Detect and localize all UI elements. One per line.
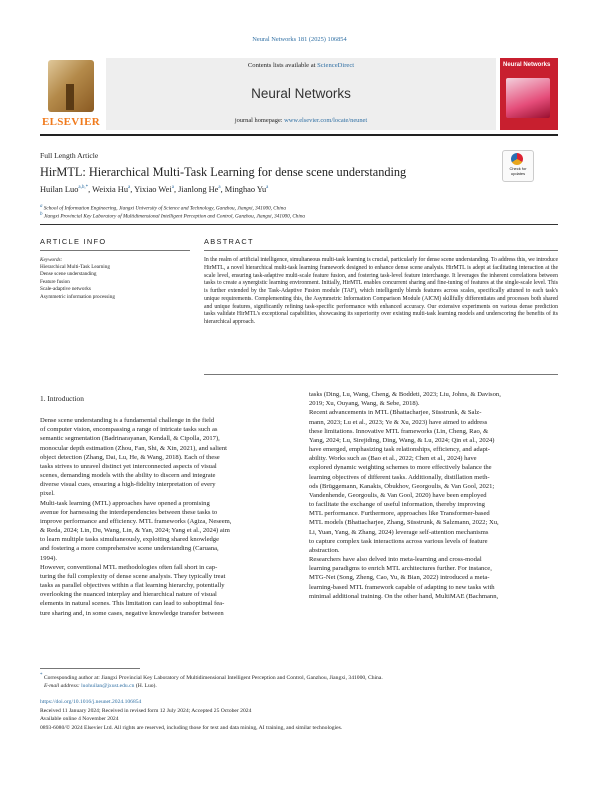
affiliation-mark: a xyxy=(40,204,43,209)
body-text-line: diverse visual cues, ensuring a high-fidelity interpretation of every xyxy=(40,481,216,489)
body-text-line: Yang, 2024; Lu, Sirejiding, Ding, Wang, & Lu, 2024; Qin et al., 2024) xyxy=(309,436,495,444)
author-affiliation-mark[interactable]: a xyxy=(266,185,269,191)
body-text-line: Dense scene understanding is a fundamental challenge in the field xyxy=(40,417,215,424)
body-text-line: learning objectives of different tasks. Additionally, distillation meth- xyxy=(309,473,490,481)
contents-prefix: Contents lists available at xyxy=(247,62,318,69)
email-label: E-mail address: xyxy=(44,683,80,690)
section-heading-introduction: 1. Introduction xyxy=(40,394,84,403)
email-link[interactable]: luohuilan@jxust.edu.cn xyxy=(81,683,135,690)
author-name[interactable]: Weixia Hu xyxy=(92,185,129,194)
body-text-line: learning paradigms to enrich MTL architectures further. For instance, xyxy=(309,565,492,573)
body-text-line: avenue for harnessing the interdependencies between these tasks to xyxy=(40,508,218,516)
body-column-left xyxy=(40,416,291,618)
affiliation-text: School of Information Engineering, Jiangxi University of Science and Technology, Ganzhou, Jiangxi, 341000, China xyxy=(43,205,286,212)
body-text-line: of computer vision, encompassing a range of intricate tasks such as xyxy=(40,426,218,434)
keyword[interactable]: Asymmetric information processing xyxy=(40,293,115,300)
copyright-line: 0893-6080/© 2024 Elsevier Ltd. All rights are reserved, including those for text and data mining, AI training, and similar technologies. xyxy=(40,724,343,731)
body-text-line: explored dynamic weighting schemes to more effectively balance the xyxy=(309,464,492,472)
footnote-rule xyxy=(40,668,140,669)
author-affiliation-mark[interactable]: a xyxy=(128,185,131,191)
body-text-line: 1994). xyxy=(40,554,58,562)
author-affiliation-mark[interactable]: a,b,* xyxy=(78,185,89,191)
footnote-mark: * xyxy=(40,673,43,678)
author-affiliation-mark[interactable]: a xyxy=(218,185,221,191)
author-list xyxy=(40,185,500,194)
body-text-line: mann, 2023; Lu et al., 2023; Ye & Xu, 2023) have aimed to address xyxy=(309,418,488,426)
abstract-rule xyxy=(204,250,558,251)
author-separator: , xyxy=(220,185,225,194)
author-separator: , xyxy=(130,185,135,194)
body-text-line: monocular depth estimation (Zhou, Fan, Shi, & Xin, 2021), and salient xyxy=(40,444,227,452)
keyword[interactable]: Dense scene understanding xyxy=(40,271,97,278)
body-text-line: MTL performance. Furthermore, approaches like Transformer-based xyxy=(309,510,490,518)
body-text-line: to facilitate the exchange of useful information, thereby improving xyxy=(309,501,485,509)
affiliation xyxy=(40,204,540,212)
body-text-line: semantic segmentation (Badrinarayanan, Kendall, & Cipolla, 2017), xyxy=(40,435,220,443)
crossmark-icon xyxy=(511,153,523,165)
keywords-list xyxy=(40,264,115,301)
body-text-line: 2019; Xu, Ouyang, Wang, & Sebe, 2018). xyxy=(309,400,420,408)
body-text-line: scenes, demanding models with the ability to discern and integrate xyxy=(40,472,216,480)
body-text-line: Vandenhende, Georgoulis, & Van Gool, 2020) have been employed xyxy=(309,491,487,499)
body-text-line: to learn multiple tasks simultaneously, exploiting shared knowledge xyxy=(40,536,220,544)
journal-reference[interactable]: Neural Networks 181 (2025) 106854 xyxy=(252,36,347,43)
keyword[interactable]: Scale-adaptive networks xyxy=(40,286,91,293)
received-dates: Received 11 January 2024; Received in revised form 12 July 2024; Accepted 25 October 2024 xyxy=(40,707,252,714)
title-block-rule xyxy=(40,224,558,225)
author-separator: , xyxy=(173,185,179,194)
sciencedirect-link[interactable]: ScienceDirect xyxy=(317,62,355,69)
article-info-rule xyxy=(40,250,190,251)
email-suffix: (H. Luo). xyxy=(135,683,157,690)
body-text-line: turing the full complexity of dense scene analysis. They typically treat xyxy=(40,572,226,580)
body-text-line: ture sharing and, in some cases, negative knowledge transfer between xyxy=(40,609,224,617)
body-text-line: and fostering a more comprehensive scene understanding (Caruana, xyxy=(40,545,219,553)
abstract-heading: ABSTRACT xyxy=(204,237,254,246)
body-text-line: these limitations. Innovative MTL frameworks (Lin, Cheng, Rao, & xyxy=(309,427,489,435)
contents-line xyxy=(106,62,496,69)
body-text-line: Multi-task learning (MTL) approaches have opened a promising xyxy=(40,499,210,507)
body-text-line: have emerged, emphasizing task relationships, efficiency, and adapt- xyxy=(309,446,490,454)
author-name[interactable]: Yixiao Wei xyxy=(134,185,172,194)
body-text-line: overlooking the nuanced interplay and hierarchical nature of visual xyxy=(40,591,217,599)
cover-title: Neural Networks xyxy=(503,62,551,68)
abstract-text: In the realm of artificial intelligence, simultaneous multi-task learning is crucial, particularly for dense scene understanding. To address this, we introduce HirMTL, a novel hierarchical multi-task learning framework designed to enhance dense scene analysis. HirMTL is adept at facilitating interaction at the scale level, ensuring task-adaptive multi-scale feature fusion, and fostering task-level feature interchange. It leverages the inherent correlations between tasks to create a synergistic learning environment. Initially, HirMTL enables concurrent sharing and fine-tuning of features at the single-scale level. This is further extended by the Task-Adaptive Fusion module (TAF), which intelligently blends features across scales, specifically attuned to each task's unique requirements. Complementing this, the Asymmetric Information Comparison Module (AICM) skillfully differentiates and processes both shared and unique features, significantly refining task-specific performance with enhanced accuracy. Our extensive experiments on various dense prediction tasks validate HirMTL's exceptional capabilities, showcasing its superiority over existing multi-task learning models and underscoring the benefits of its hierarchical approach. xyxy=(204,257,558,325)
body-text-line: object detection (Zhang, Dai, Lu, He, & Wang, 2018). Each of these xyxy=(40,453,220,461)
body-text-line: elements in natural scenes. This limitation can lead to suboptimal fea- xyxy=(40,600,225,608)
body-text-line: tasks as parallel objectives within a flat learning hierarchy, potentially xyxy=(40,582,225,590)
body-text-line: MTL models (Bhattacharjee, Zhang, Süsstrunk, & Salzmann, 2022; Xu, xyxy=(309,519,499,527)
affiliation-mark: b xyxy=(40,212,43,217)
homepage-prefix: journal homepage: xyxy=(234,117,285,124)
tree-trunk-decoration xyxy=(66,84,74,110)
journal-title: Neural Networks xyxy=(251,86,351,101)
footnote-text: Corresponding author at: Jiangxi Provincial Key Laboratory of Multidimensional Intelligent Perception and Control, Ganzhou, Jiangxi, 341000, China. xyxy=(43,674,383,681)
body-text-line: ability. Works such as (Bao et al., 2022; Chen et al., 2024) have xyxy=(309,455,477,463)
abstract-end-rule xyxy=(204,374,558,375)
corresponding-author-footnote xyxy=(40,672,558,691)
article-info-heading: ARTICLE INFO xyxy=(40,237,107,246)
body-text-line: Recent advancements in MTL (Bhattacharjee, Süsstrunk, & Salz- xyxy=(309,409,482,417)
body-text-line: to capture complex task interactions across various levels of feature xyxy=(309,537,488,545)
affiliation xyxy=(40,212,540,220)
homepage-line xyxy=(106,117,496,124)
body-text-line: MTG-Net (Song, Zheng, Cao, Yu, & Bian, 2022) introduced a meta- xyxy=(309,574,490,582)
body-text-line: Researchers have also delved into meta-learning and cross-modal xyxy=(309,556,482,564)
article-metadata xyxy=(40,698,558,732)
author-name[interactable]: Jianlong He xyxy=(178,185,219,194)
crossmark-text xyxy=(502,167,534,176)
affiliation-text: Jiangxi Provincial Key Laboratory of Multidimensional Intelligent Perception and Control, Ganzhou, Jiangxi, 341000, China xyxy=(43,213,306,220)
crossmark-line2: updates xyxy=(510,170,526,176)
available-online: Available online 4 November 2024 xyxy=(40,716,119,723)
body-column-right xyxy=(309,390,560,601)
body-text-line: learning-based MTL framework capable of adapting to new tasks with xyxy=(309,583,495,591)
doi-link[interactable]: https://doi.org/10.1016/j.neunet.2024.106854 xyxy=(40,699,142,705)
keywords-label: Keywords: xyxy=(40,257,63,263)
body-text-line: tasks (Ding, Lu, Wang, Cheng, & Boddeti, 2023; Liu, Johns, & Davison, xyxy=(309,391,501,398)
keyword[interactable]: Feature fusion xyxy=(40,278,70,285)
cover-artwork xyxy=(506,78,550,118)
masthead-rule xyxy=(40,134,558,136)
body-text-line: minimal additional training. On the other hand, MultiMAE (Bachmann, xyxy=(309,592,499,600)
body-text-line: abstraction. xyxy=(309,546,340,554)
keyword[interactable]: Hierarchical Multi-Task Learning xyxy=(40,264,110,270)
body-text-line: & Reda, 2024; Lin, Du, Wang, Lin, & Yan, 2024; Yang et al., 2024) aim xyxy=(40,527,230,535)
publisher-name: ELSEVIER xyxy=(41,116,101,128)
author-name[interactable]: Huilan Luo xyxy=(40,185,79,194)
body-text-line: Li, Yuan, Yang, & Zhang, 2024) leverage self-attention mechanisms xyxy=(309,528,489,536)
author-separator: , xyxy=(88,185,93,194)
article-type: Full Length Article xyxy=(40,151,99,160)
body-text-line: tasks strives to unravel distinct yet interconnected aspects of visual xyxy=(40,462,217,470)
body-text-line: ods (Brüggemann, Kanakis, Obukhov, Georgoulis, & Van Gool, 2021; xyxy=(309,482,495,490)
homepage-link[interactable]: www.elsevier.com/locate/neunet xyxy=(284,117,368,124)
crossmark-line1: Check for xyxy=(509,166,527,171)
body-text-line: However, conventional MTL methodologies often fall short in cap- xyxy=(40,563,218,571)
paper-title: HirMTL: Hierarchical Multi-Task Learning for dense scene understanding xyxy=(40,165,407,179)
author-name[interactable]: Minghao Yu xyxy=(224,185,267,194)
body-text-line: improve performance and efficiency. MTL frameworks (Agiza, Neseem, xyxy=(40,517,232,525)
author-affiliation-mark[interactable]: a xyxy=(171,185,174,191)
body-text-line: pixel. xyxy=(40,490,55,498)
